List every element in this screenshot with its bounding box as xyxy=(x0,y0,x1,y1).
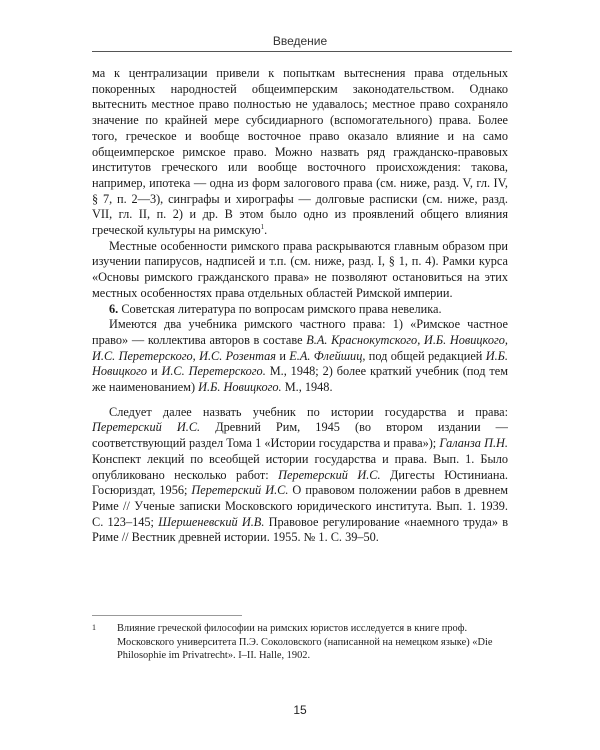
paragraph-4 xyxy=(92,317,508,396)
p4-authors-1: В.А. Краснокутского, И.Б. Новицкого, И.С. Перетерского, И.С. Розентая xyxy=(92,332,509,363)
header-divider xyxy=(92,51,512,52)
p5-author-1: Перетерский И.С. xyxy=(92,420,201,435)
footnote-text: Влияние греческой философии на римских юристов исследуется в книге проф. Московского университета П.Э. Соколовского (написанной на немецком языке) «Die Philosophie im Privatrecht». I–II. Halle, 1902. xyxy=(117,623,493,662)
p5-text-2: Древний Рим, 1945 (во втором издании — соответствующий раздел Тома 1 «Истории государства и права»); xyxy=(92,420,508,451)
p5-text-1: Следует далее назвать учебник по истории государства и права: xyxy=(109,404,508,419)
p5-author-4: Перетерский И.С. xyxy=(191,483,289,498)
p4-authors-5: И.Б. Новицкого. xyxy=(198,380,282,395)
footnote-divider xyxy=(92,615,242,616)
paragraph-1-end: . xyxy=(264,223,268,238)
p4-text-4: и xyxy=(147,364,162,379)
p5-text-3: Конспект лекций по всеобщей истории государства и права. Вып. 1. Было опубликовано несколько работ: xyxy=(92,451,508,482)
footnote-ref[interactable]: 1 xyxy=(260,222,265,231)
p4-text-3: , под общей редакцией xyxy=(362,348,486,363)
paragraph-3-text: Советская литература по вопросам римского права невелика. xyxy=(121,301,442,316)
p4-authors-4: И.С. Перетерского. xyxy=(161,364,266,379)
p5-author-3: Перетерский И.С. xyxy=(278,467,381,482)
p5-text-6: Правовое регулирование «наемного труда» в Риме // Вестник древней истории. 1955. № 1. С. 39–50. xyxy=(92,514,509,545)
p4-authors-3: И.Б. Новицкого xyxy=(92,348,508,379)
paragraph-1 xyxy=(92,66,508,239)
page-number: 15 xyxy=(293,703,307,717)
p5-author-2: Галанза П.Н. xyxy=(439,436,509,451)
p5-author-5: Шершеневский И.В. xyxy=(158,514,265,529)
p5-text-4: Дигесты Юстиниана. Госюриздат, 1956; xyxy=(92,467,508,498)
p4-text-2: и xyxy=(276,348,290,363)
p4-text-6: М., 1948. xyxy=(281,380,333,395)
p5-text-5: О правовом положении рабов в древнем Риме // Ученые записки Московского юридического института. Вып. 1. 1939. С. 123–145; xyxy=(92,483,508,529)
paragraph-1-text: ма к централизации привели к попыткам вытеснения права отдельных покоренных народностей общеимперским законодательством. Однако вытеснить местное право полностью не удавалось; местное право сохраняло значение по крайней мере субсидиарного (вспомогательного) права. Более того, греческое и вообще восточное право оказало влияние и на само общеимперское римское право. Можно назвать ряд гражданско-правовых институтов греческого или вообще восточного происхождения: такова, например, ипотека — одна из форм залогового права (см. ниже, разд. V, гл. IV, § 7, п. 2—3), синграфы и хирографы — долговые расписки (см. ниже, разд. VII, гл. II, п. 2) и др. В этом было одно из проявлений общего влияния греческой культуры на римскую xyxy=(92,66,508,238)
footnote-mark: 1 xyxy=(92,623,96,632)
running-header: Введение xyxy=(272,34,328,48)
p4-text-5: М., 1948; 2) более краткий учебник (под тем же наименованием) xyxy=(92,364,508,395)
paragraph-3 xyxy=(92,302,508,318)
p4-authors-2: Е.А. Флейшиц xyxy=(289,348,363,363)
paragraph-2: Местные особенности римского права раскрываются главным образом при изучении папирусов, надписей и т.п. (см. ниже, разд. I, § 1, п. 4). Рамки курса «Основы римского гражданского права» не позволяют остановиться на этих местных особенностях права отдельных областей Римской империи. xyxy=(92,238,508,300)
p4-text-1: Имеются два учебника римского частного права: 1) «Римское частное право» — коллектива авторов в составе xyxy=(92,317,508,347)
section-number: 6. xyxy=(109,301,119,316)
main-text xyxy=(92,66,508,546)
footnote xyxy=(92,622,508,663)
paragraph-5 xyxy=(92,405,508,546)
